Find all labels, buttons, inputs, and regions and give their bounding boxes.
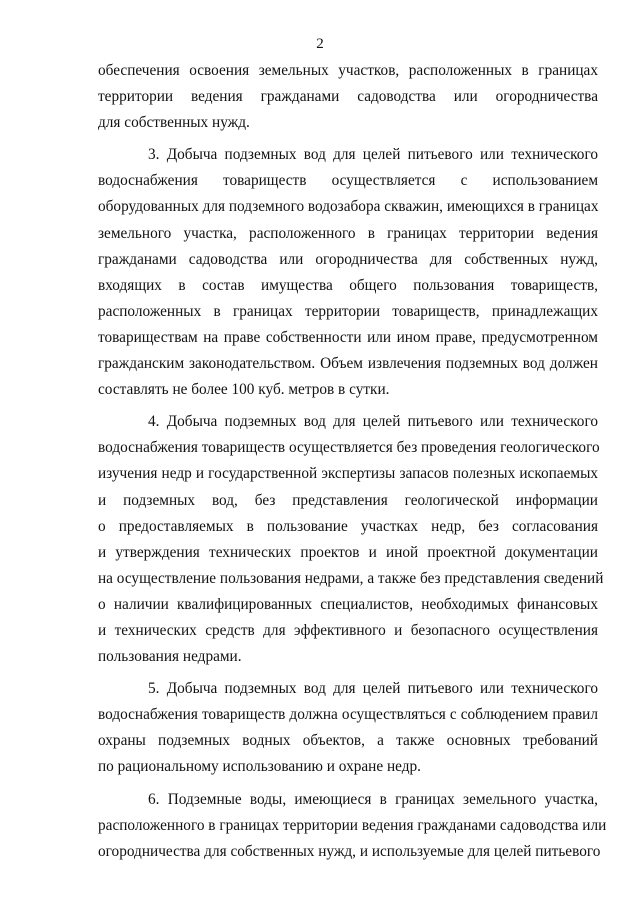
text-line: оборудованных для подземного водозабора скважин, имеющихся в границах — [98, 198, 599, 216]
text-line: 4. Добыча подземных вод для целей питьевого или технического — [148, 413, 598, 431]
text-line: товариществам на праве собственности или ином праве, предусмотренном — [98, 328, 598, 346]
paragraph — [98, 676, 598, 780]
text-line: и технических средств для эффективного и безопасного осуществления — [98, 621, 598, 639]
paragraph — [98, 409, 604, 670]
text-line: о наличии квалифицированных специалистов, необходимых финансовых — [98, 595, 598, 613]
paragraph — [98, 58, 598, 136]
document-body — [98, 58, 607, 865]
text-line: водоснабжения товариществ осуществляется с использованием — [98, 172, 598, 190]
text-line: по рациональному использованию и охране недр. — [98, 758, 421, 776]
text-line: пользования недрами. — [98, 648, 242, 666]
text-line: и утверждения технических проектов и иной проектной документации — [98, 543, 598, 561]
text-line: водоснабжения товариществ осуществляется без проведения геологического — [98, 439, 600, 457]
text-line: входящих в состав имущества общего пользования товариществ, — [98, 276, 598, 294]
text-line: расположенного в границах территории ведения гражданами садоводства или — [98, 816, 607, 834]
text-line: гражданским законодательством. Объем извлечения подземных вод должен — [98, 355, 598, 373]
text-line: 5. Добыча подземных вод для целей питьевого или технического — [148, 680, 598, 698]
text-line: 6. Подземные воды, имеющиеся в границах земельного участка, — [148, 790, 598, 808]
text-line: гражданами садоводства или огородничества для собственных нужд, — [98, 250, 598, 268]
text-line: и подземных вод, без представления геологической информации — [98, 491, 598, 509]
text-line: охраны подземных водных объектов, а также основных требований — [98, 732, 598, 750]
text-line: земельного участка, расположенного в границах территории ведения — [98, 224, 598, 242]
text-line: изучения недр и государственной экспертизы запасов полезных ископаемых — [98, 465, 598, 483]
paragraph — [98, 787, 607, 865]
page-number: 2 — [316, 36, 324, 52]
text-line: 3. Добыча подземных вод для целей питьевого или технического — [148, 146, 598, 164]
text-line: огородничества для собственных нужд, и используемые для целей питьевого — [98, 842, 601, 860]
text-line: о предоставляемых в пользование участках недр, без согласования — [98, 517, 598, 535]
paragraph — [98, 142, 598, 403]
text-line: территории ведения гражданами садоводства или огородничества — [98, 88, 598, 106]
text-line: обеспечения освоения земельных участков, расположенных в границах — [98, 62, 598, 79]
text-line: составлять не более 100 куб. метров в сутки. — [98, 381, 390, 399]
text-line: водоснабжения товариществ должна осуществляться с соблюдением правил — [98, 706, 598, 724]
text-line: расположенных в границах территории товариществ, принадлежащих — [98, 302, 598, 320]
text-line: для собственных нужд. — [98, 114, 250, 132]
text-line: на осуществление пользования недрами, а также без представления сведений — [98, 569, 604, 587]
